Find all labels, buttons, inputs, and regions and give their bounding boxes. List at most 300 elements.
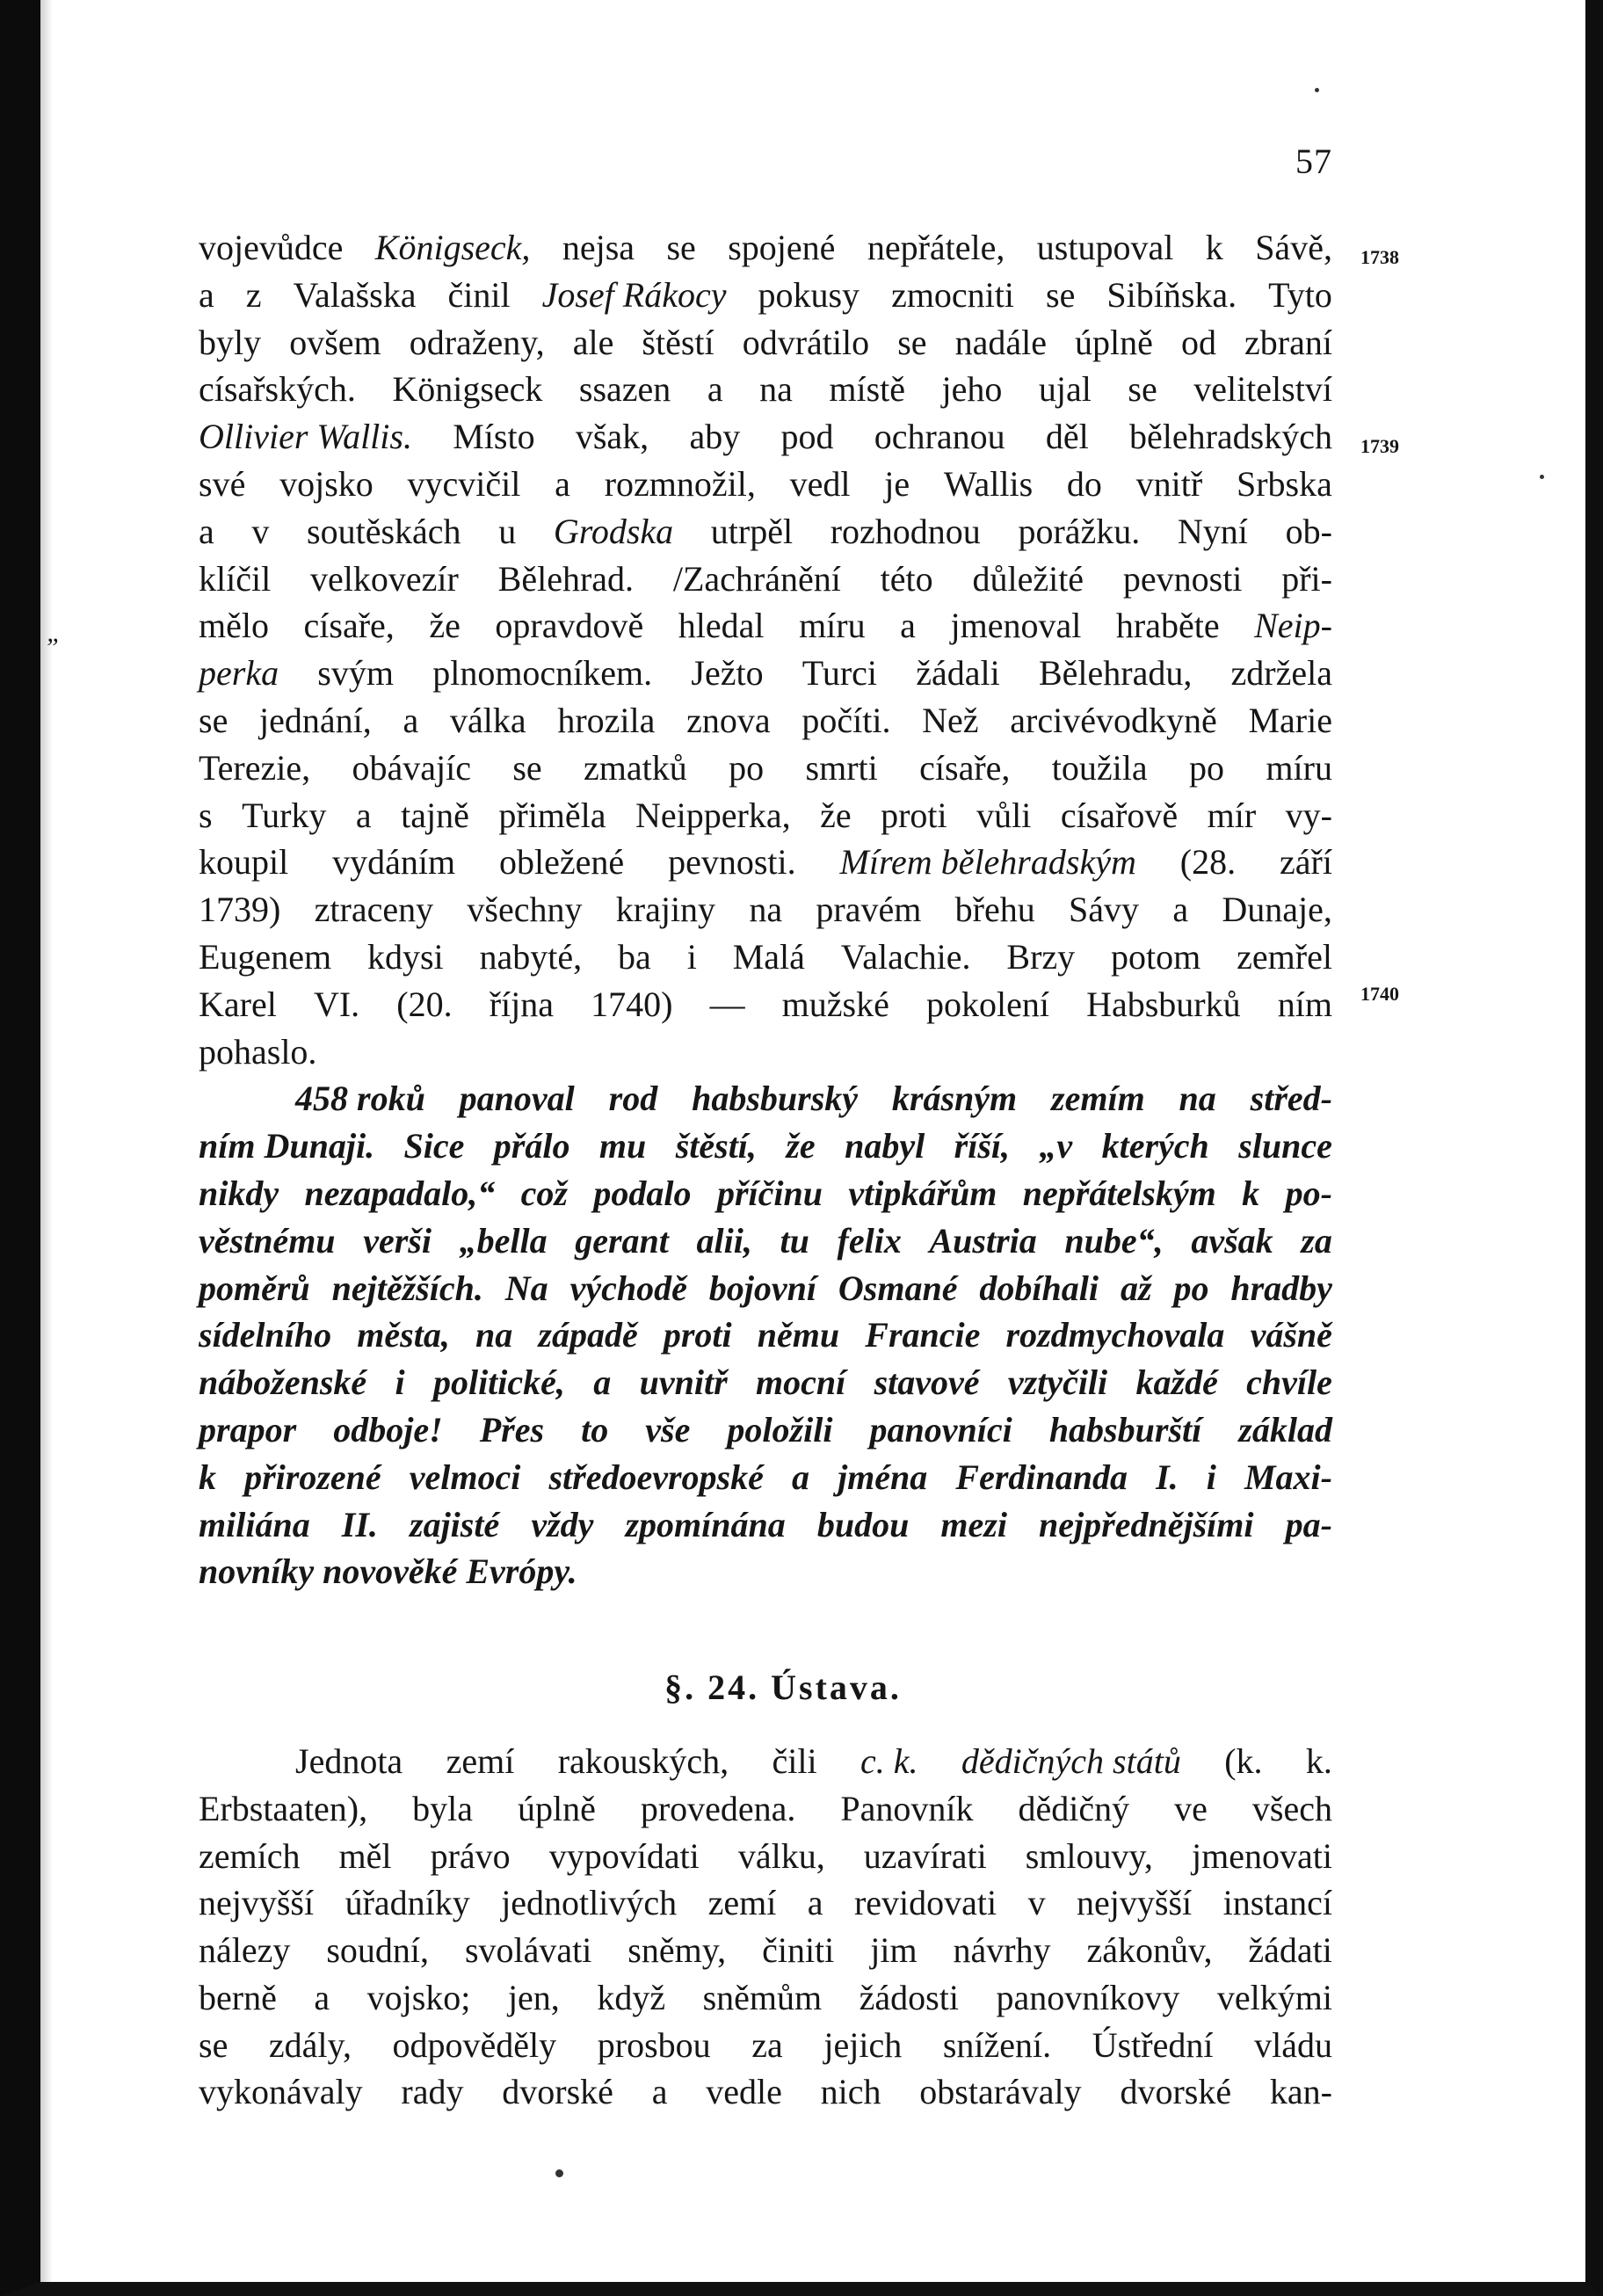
word: Na <box>504 1268 548 1308</box>
word: Habsburků <box>1086 984 1241 1024</box>
word: až <box>1120 1268 1152 1308</box>
word: základ <box>1238 1409 1332 1450</box>
word: a <box>355 795 372 835</box>
word: perka <box>199 653 279 694</box>
word: tu <box>780 1220 809 1261</box>
word: vykonávaly <box>199 2072 363 2112</box>
word: kterých <box>1101 1126 1209 1166</box>
word: míru <box>799 606 866 646</box>
word: prapor <box>199 1409 297 1450</box>
word: Ústřední <box>1092 2024 1214 2065</box>
word: klíčil <box>199 558 272 599</box>
word: vše <box>645 1409 691 1450</box>
text-line <box>199 697 1332 745</box>
word: nejpřednějšími <box>1039 1504 1254 1544</box>
word: pod <box>780 417 834 457</box>
word: svým <box>317 653 394 694</box>
word: smlouvy, <box>1025 1835 1153 1876</box>
paragraph-1-last-line <box>199 1028 1332 1076</box>
word: Eugenem <box>199 936 332 977</box>
word: vypovídati <box>548 1835 700 1876</box>
word: Brzy <box>1006 936 1076 977</box>
word: císařských. <box>199 369 356 410</box>
scan-gutter-shadow <box>40 0 53 2282</box>
word: krajiny <box>615 890 716 930</box>
word: jmenoval <box>950 606 1082 646</box>
word: této <box>880 558 933 599</box>
word: věstnému <box>199 1220 336 1261</box>
word: štěstí <box>642 322 714 362</box>
word: i <box>395 1362 405 1403</box>
word: vztyčili <box>1007 1362 1108 1403</box>
word: c. k. <box>860 1740 918 1781</box>
word: Valašska <box>293 274 417 315</box>
word: (28. <box>1179 842 1237 883</box>
word: důležité <box>972 558 1084 599</box>
word: panovníkovy <box>996 1977 1180 2017</box>
word: politické, <box>432 1362 565 1403</box>
text-line <box>199 886 1332 934</box>
word: rozhodnou <box>830 511 981 551</box>
word: u <box>498 511 517 551</box>
word: Nyní <box>1177 511 1248 551</box>
word: měl <box>338 1835 392 1876</box>
word: Francie <box>865 1315 981 1355</box>
word: se <box>666 228 696 267</box>
word: se <box>897 322 927 362</box>
text-line <box>199 1311 1332 1359</box>
text-line <box>199 1927 1332 1974</box>
word: Mírem bělehradským <box>839 842 1136 883</box>
text-line <box>199 934 1332 981</box>
word: vojevůdce <box>199 228 344 267</box>
word: dvorské <box>1120 2072 1232 2112</box>
word: Ferdinanda <box>955 1457 1128 1497</box>
word: od <box>1180 322 1216 362</box>
word: dědičných států <box>961 1740 1181 1781</box>
word: čili <box>772 1740 817 1781</box>
word: mír <box>1207 795 1257 835</box>
word: střed- <box>1250 1079 1332 1119</box>
word: svolávati <box>464 1930 592 1971</box>
word: pa- <box>1285 1504 1332 1544</box>
margin-year-1738: 1738 <box>1360 246 1399 268</box>
word: smrti <box>805 747 878 788</box>
word: říší, <box>954 1126 1010 1166</box>
word: však, <box>575 417 649 457</box>
word: císařově <box>1060 795 1179 835</box>
word: II. <box>341 1504 378 1544</box>
word: porážku. <box>1018 511 1141 551</box>
word: Königseck <box>392 369 543 410</box>
word: s <box>199 795 213 835</box>
word: Ollivier Wallis. <box>199 417 412 457</box>
word: žádati <box>1248 1930 1332 1971</box>
word: hradby <box>1230 1268 1332 1308</box>
word: byly <box>199 322 262 362</box>
word: k <box>1242 1173 1260 1213</box>
word: a <box>900 606 916 646</box>
word: na <box>759 369 793 410</box>
word: žádali <box>916 653 1000 694</box>
word: gerant <box>575 1220 669 1261</box>
word: Než <box>922 700 979 740</box>
word: ujal <box>1038 369 1092 410</box>
word: zemřel <box>1237 936 1332 977</box>
word: na <box>1179 1079 1216 1119</box>
word: náboženské <box>199 1362 367 1403</box>
word: kan- <box>1269 2072 1332 2112</box>
word: Bělehrad. <box>497 558 635 599</box>
word: zákonův, <box>1086 1930 1213 1971</box>
word: válku, <box>737 1835 825 1876</box>
word: ba <box>618 936 651 977</box>
word: položili <box>727 1409 833 1450</box>
word: za <box>751 2024 783 2065</box>
word: odvrátilo <box>742 322 870 362</box>
word: miliána <box>199 1504 310 1544</box>
word: sněmům <box>702 1977 823 2017</box>
word: jména <box>838 1457 928 1497</box>
text-line <box>199 2068 1332 2116</box>
word: snížení. <box>942 2024 1052 2065</box>
word: vládu <box>1254 2024 1332 2065</box>
word: štěstí, <box>675 1126 757 1166</box>
paragraph-2-last-line <box>199 1548 1332 1595</box>
text-line <box>199 508 1332 556</box>
word: císaře, <box>919 747 1011 788</box>
section-heading: §. 24. Ústava. <box>664 1668 902 1708</box>
word: na <box>475 1315 513 1355</box>
page-text <box>199 224 1332 2116</box>
word: po <box>1189 747 1225 788</box>
word: Panovník <box>840 1788 974 1828</box>
word: po- <box>1285 1173 1332 1213</box>
word: koupil <box>199 842 289 883</box>
word: i <box>1206 1457 1216 1497</box>
word: uvnitř <box>639 1362 728 1403</box>
word: vojsko <box>279 463 374 504</box>
word: tajně <box>401 795 469 835</box>
word: arcivévodkyně <box>1010 700 1217 740</box>
word: rozmnožil, <box>604 463 756 504</box>
paragraph-1 <box>199 224 1332 1028</box>
word: mělo <box>199 606 269 646</box>
word: utrpěl <box>710 511 794 551</box>
word: ustupoval <box>1036 228 1174 267</box>
text-line <box>199 1359 1332 1406</box>
word: panoval <box>459 1079 575 1119</box>
word: jim <box>870 1930 918 1971</box>
word: ochranou <box>874 417 1005 457</box>
word: mu <box>598 1126 647 1166</box>
word: nepřátele, <box>867 228 1005 267</box>
word: nezapadalo,“ <box>304 1173 496 1213</box>
word: mocní <box>756 1362 846 1403</box>
word: vedl <box>789 463 851 504</box>
word: hledal <box>678 606 765 646</box>
word: hrozila <box>557 700 656 740</box>
word: habsburský <box>692 1079 859 1119</box>
text-line <box>199 1454 1332 1501</box>
word: a <box>807 1883 823 1923</box>
word: 1739) <box>199 890 281 930</box>
word: proti <box>663 1315 732 1355</box>
word: nepřátelským <box>1022 1173 1216 1213</box>
word: nejsa <box>562 228 635 267</box>
word: soutěskách <box>307 511 461 551</box>
word: berně <box>199 1977 277 2017</box>
word: uzavírati <box>863 1835 987 1876</box>
text-line <box>199 1075 1332 1123</box>
word: se <box>512 747 542 788</box>
word: se <box>199 2024 228 2065</box>
word: nich <box>820 2072 881 2112</box>
word: úplně <box>517 1788 596 1828</box>
word: zemí <box>707 1883 777 1923</box>
word: každé <box>1135 1362 1218 1403</box>
word: v <box>251 511 270 551</box>
word: Osmané <box>838 1268 958 1308</box>
word: hraběte <box>1115 606 1220 646</box>
word: chvíle <box>1246 1362 1332 1403</box>
word: velitelství <box>1193 369 1332 410</box>
word: ním Dunaji. <box>199 1126 375 1166</box>
word: avšak <box>1191 1220 1273 1261</box>
text-line: novníky novověké Evrópy. <box>199 1551 577 1592</box>
word: že <box>429 606 461 646</box>
text-line <box>199 413 1332 461</box>
word: mužské <box>781 984 889 1024</box>
word: pevnosti <box>1122 558 1243 599</box>
word: jejich <box>823 2024 903 2065</box>
word: velkovezír <box>310 558 459 599</box>
word: nube“, <box>1064 1220 1164 1261</box>
word: velkými <box>1216 1977 1332 2017</box>
text-line <box>199 981 1332 1028</box>
word: dvorské <box>502 2072 613 2112</box>
word: a <box>403 700 419 740</box>
word: potom <box>1111 936 1201 977</box>
text-line <box>199 1501 1332 1549</box>
word: vůli <box>976 795 1032 835</box>
word: rod <box>608 1079 658 1119</box>
word: úplně <box>1075 322 1153 362</box>
word: Sibíňska. <box>1106 274 1237 315</box>
word: Místo <box>453 417 535 457</box>
text-line <box>199 1406 1332 1454</box>
margin-year-1740: 1740 <box>1360 983 1399 1005</box>
word: se <box>1046 274 1076 315</box>
word: zajisté <box>410 1504 500 1544</box>
word: ním <box>1277 984 1332 1024</box>
word: dědičný <box>1018 1788 1130 1828</box>
word: všechny <box>467 890 583 930</box>
word: ovšem <box>289 322 381 362</box>
word: jen, <box>507 1977 560 2017</box>
word: vydáním <box>332 842 456 883</box>
text-line <box>199 1170 1332 1217</box>
text-line <box>199 839 1332 886</box>
word: ob- <box>1285 511 1332 551</box>
text-line <box>199 2022 1332 2069</box>
word: žádosti <box>859 1977 959 2017</box>
word: krásným <box>891 1079 1018 1119</box>
word: němu <box>757 1315 840 1355</box>
word: září <box>1279 842 1332 883</box>
word: jednotlivých <box>501 1883 678 1923</box>
word: místě <box>829 369 906 410</box>
word: Tyto <box>1268 274 1332 315</box>
text-line <box>199 1217 1332 1265</box>
word: do <box>1066 463 1102 504</box>
word: zdály, <box>268 2024 352 2065</box>
text-line <box>199 1738 1332 1785</box>
word: pokolení <box>925 984 1049 1024</box>
word: k <box>1205 228 1223 267</box>
word: vášně <box>1250 1315 1332 1355</box>
word: v <box>1027 1883 1046 1923</box>
word: vtipkářům <box>848 1173 997 1213</box>
scan-speck <box>1315 88 1319 92</box>
word: činiti <box>762 1930 835 1971</box>
word: po <box>1173 1268 1209 1308</box>
word: zemích <box>199 1835 301 1876</box>
word: „bella <box>459 1220 548 1261</box>
text-line <box>199 224 1332 272</box>
word: obležené <box>499 842 625 883</box>
word: října <box>489 984 555 1024</box>
word: Malá <box>732 936 805 977</box>
word: kdysi <box>366 936 444 977</box>
word: činil <box>447 274 511 315</box>
text-line <box>199 650 1332 697</box>
text-line <box>199 556 1332 603</box>
word: sídelního <box>199 1315 332 1355</box>
text-line <box>199 1265 1332 1312</box>
word: své <box>199 463 246 504</box>
word: Jednota <box>295 1740 403 1781</box>
word: slunce <box>1238 1126 1332 1166</box>
word: i <box>686 936 697 977</box>
word: budou <box>816 1504 910 1544</box>
word: felix <box>837 1220 902 1261</box>
word: mezi <box>940 1504 1007 1544</box>
word: a <box>199 274 214 315</box>
word: panovníci <box>869 1409 1012 1450</box>
word: rakouských, <box>557 1740 729 1781</box>
word: je <box>884 463 910 504</box>
word: toužila <box>1051 747 1148 788</box>
text-line <box>199 602 1332 650</box>
word: pevnosti. <box>668 842 796 883</box>
word: zbraní <box>1244 322 1332 362</box>
word: úřadníky <box>345 1883 470 1923</box>
word: všech <box>1251 1788 1332 1828</box>
word: zmocniti <box>891 274 1015 315</box>
word: vojsko; <box>366 1977 471 2017</box>
text-line <box>199 1833 1332 1880</box>
word: k. <box>1305 1740 1332 1781</box>
word: proti <box>881 795 947 835</box>
word: obstarávaly <box>919 2072 1082 2112</box>
word: velmoci <box>409 1457 521 1497</box>
word: vždy <box>531 1504 594 1544</box>
word: a <box>707 369 723 410</box>
word: a <box>199 511 214 551</box>
word: pokusy <box>758 274 860 315</box>
word: nadále <box>954 322 1047 362</box>
spacer <box>199 1595 1332 1611</box>
word: při- <box>1281 558 1332 599</box>
word: odpověděly <box>392 2024 557 2065</box>
word: verši <box>363 1220 432 1261</box>
word: Dunaje, <box>1222 890 1332 930</box>
word: alii, <box>696 1220 752 1261</box>
word: Srbska <box>1236 463 1332 504</box>
text-line <box>199 272 1332 319</box>
word: poměrů <box>199 1268 310 1308</box>
word: VI. <box>313 984 360 1024</box>
word: jednání, <box>259 700 372 740</box>
word: Grodska <box>553 511 674 551</box>
scan-speck <box>555 2169 563 2177</box>
word: přirozené <box>244 1457 381 1497</box>
word: jeho <box>941 369 1003 410</box>
word: Neip- <box>1254 606 1332 646</box>
word: míru <box>1266 747 1332 788</box>
page-number: 57 <box>1295 142 1332 181</box>
word: a <box>555 463 570 504</box>
word: nejvyšší <box>199 1883 315 1923</box>
word: Marie <box>1248 700 1332 740</box>
paragraph-2 <box>199 1075 1332 1548</box>
word: císaře, <box>303 606 395 646</box>
word: Přes <box>479 1409 545 1450</box>
word: znova <box>686 700 771 740</box>
word: se <box>1128 369 1157 410</box>
text-line <box>199 745 1332 792</box>
word: obávajíc <box>352 747 471 788</box>
word: Valachie. <box>840 936 971 977</box>
word: přálo <box>493 1126 570 1166</box>
word: ztraceny <box>314 890 434 930</box>
word: města, <box>357 1315 450 1355</box>
word: 1740) <box>591 984 673 1024</box>
word: nikdy <box>199 1173 279 1213</box>
text-line: pohaslo. <box>199 1031 317 1072</box>
word: provedena. <box>640 1788 796 1828</box>
word: přiměla <box>498 795 606 835</box>
word: Sávě, <box>1255 228 1332 267</box>
word: 458 roků <box>295 1079 425 1119</box>
word: břehu <box>954 890 1035 930</box>
word: Austria <box>929 1220 1037 1261</box>
word: aby <box>689 417 741 457</box>
word: Neipperka, <box>635 795 791 835</box>
word: nálezy <box>199 1930 291 1971</box>
word: podalo <box>593 1173 692 1213</box>
word: a <box>314 1977 330 2017</box>
word: sněmy, <box>627 1930 727 1971</box>
word: děl <box>1045 417 1089 457</box>
word: Wallis <box>943 463 1034 504</box>
word: východě <box>569 1268 687 1308</box>
text-line <box>199 792 1332 839</box>
word: zemí <box>446 1740 515 1781</box>
word: Königseck, <box>374 228 531 267</box>
word: Turci <box>802 653 878 694</box>
